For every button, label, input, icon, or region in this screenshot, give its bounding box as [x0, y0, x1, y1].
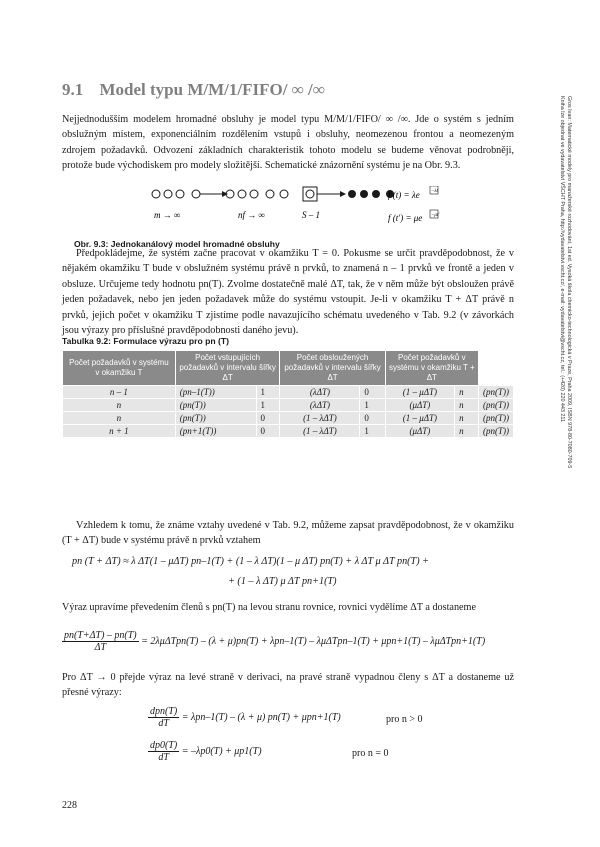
- table-cell: n: [455, 425, 479, 438]
- figure-caption: Obr. 9.3: Jednokanálový model hromadné obsluhy: [74, 239, 280, 249]
- table-cell: 0: [256, 425, 280, 438]
- queue-circle: [238, 190, 246, 198]
- table-cell: 1: [360, 399, 385, 412]
- equation-1-line-2: + (1 – λ ΔT) μ ΔT pn+1(T): [228, 576, 337, 587]
- queue-circle: [250, 190, 258, 198]
- table-header: Počet obsloužených požadavků v intervalu šířky ΔT: [280, 351, 385, 386]
- sidebar-line-1: Gros Ivan: Matematické modely pro manažerské rozhodování, 1st ed. Vysoká škola chemicko-technologická v Praze, Praha 2009, ISBN 978-80-7080-709-5: [566, 96, 572, 469]
- label-m: m → ∞: [154, 210, 181, 220]
- label-nf: nf → ∞: [238, 210, 265, 220]
- table-cell: (pn(T)): [478, 412, 513, 425]
- source-circle: [164, 190, 172, 198]
- source-circle: [176, 190, 184, 198]
- equation-4-denominator: dT: [158, 752, 169, 763]
- equation-4-fraction: [148, 740, 179, 763]
- table-row: [63, 412, 514, 425]
- table-cell: (1 – μΔT): [385, 412, 454, 425]
- label-s: S – 1: [302, 210, 320, 220]
- label-ft-exp: −λt: [431, 189, 438, 194]
- table-cell: n + 1: [63, 425, 176, 438]
- section-title: Model typu M/M/1/FIFO/ ∞ /∞: [99, 80, 325, 99]
- table-cell: (λΔT): [280, 399, 360, 412]
- paragraph-limit: Pro ΔT → 0 přejde výraz na levé straně v derivaci, na pravé straně vypadnou členy s ΔT a dostaneme už přesné výrazy:: [62, 672, 514, 699]
- equation-3-rhs: = λpn–1(T) – (λ + μ) pn(T) + μpn+1(T): [181, 711, 341, 723]
- table-caption: Tabulka 9.2: Formulace výrazu pro pn (T): [62, 336, 229, 346]
- served-circle: [372, 190, 380, 198]
- table-cell: (μΔT): [385, 425, 454, 438]
- table-header-row: [63, 351, 514, 386]
- copyright-sidebar: [559, 96, 592, 566]
- table-cell: 1: [256, 399, 280, 412]
- table-row: [63, 399, 514, 412]
- table-row: [63, 425, 514, 438]
- queue-diagram: [150, 186, 450, 230]
- table-cell: (1 – λΔT): [280, 412, 360, 425]
- table-cell: (μΔT): [385, 399, 454, 412]
- paragraph-relation: Vzhledem k tomu, že známe vztahy uvedené v Tab. 9.2, můžeme zapsat pravděpodobnost, že v okamžiku (T + ΔT) bude v systému právě n prvků vztahem: [62, 520, 514, 547]
- table-cell: 1: [360, 425, 385, 438]
- sidebar-line-2: Kniha lze objednat ve vydavatelství VŠCHT Praha, http://vydavatelstvi.vscht.cz/, e-mail: vydavatelstvi@vscht.cz, tel.: (+420) 220 443 211: [559, 96, 565, 423]
- table-cell: n: [63, 399, 176, 412]
- label-ft: f (t) = λe: [388, 190, 420, 200]
- table-cell: n: [455, 399, 479, 412]
- table-cell: n: [63, 412, 176, 425]
- equation-2-denominator: ΔT: [94, 642, 107, 653]
- equation-3-numerator: dpn(T): [150, 706, 178, 717]
- equation-4-numerator: dp0(T): [150, 740, 178, 751]
- formulation-table: [62, 350, 514, 438]
- table-header: Počet vstupujících požadavků v intervalu šířky ΔT: [175, 351, 280, 386]
- table-cell: 1: [256, 386, 280, 399]
- arrival-circle: [192, 190, 200, 198]
- equation-2-numerator: pn(T+ΔT) – pn(T): [64, 630, 137, 641]
- equation-3: [148, 706, 341, 729]
- table-cell: (pn(T)): [478, 399, 513, 412]
- table-cell: 0: [360, 386, 385, 399]
- section-number: 9.1: [62, 80, 84, 99]
- service-circle: [306, 190, 314, 198]
- table-header: Počet požadavků v systému v okamžiku T: [63, 351, 176, 386]
- source-circle: [152, 190, 160, 198]
- paragraph-rearrange: Výraz upravíme převedením členů s pn(T) na levou stranu rovnice, rovnici vydělíme ΔT a dostaneme: [62, 602, 477, 613]
- table-cell: 0: [360, 412, 385, 425]
- table-cell: (pn(T)): [175, 399, 256, 412]
- section-heading: [62, 80, 325, 100]
- table-cell: (pn–1(T)): [175, 386, 256, 399]
- table-row: [63, 386, 514, 399]
- table-header: Počet požadavků v systému v okamžiku T + ΔT: [385, 351, 478, 386]
- page-number: 228: [62, 800, 77, 811]
- equation-2-rhs: = 2λμΔTpn(T) – (λ + μ)pn(T) + λpn–1(T) – λμΔTpn–1(T) + μpn+1(T) – λμΔTpn+1(T): [141, 635, 486, 647]
- paragraph-assumption: Předpokládejme, že systém začne pracovat v okamžiku T = 0. Pokusme se určit pravděpodobnost, že v nějakém okamžiku T bude v obslužném systému právě n prvků, to znamená n – 1 prvků ve frontě a jeden v obsluze. Určujeme tedy hodnotu pn(T). Zvolme dostatečně malé ΔT, tak, že v něm může být obsloužen právě jeden požadavek, nebo jen jeden požadavek může do systému vstoupit. Je-li v okamžiku T + ΔT právě n prvků, jejich počet v okamžiku T zjistíme podle navazujícího schématu uvedeného v Tab. 9.2 (v závorkách jsou výrazy pro příslušné pravděpodobnosti daného jevu).: [62, 248, 514, 337]
- table-cell: (pn(T)): [175, 412, 256, 425]
- table-cell: n – 1: [63, 386, 176, 399]
- table-cell: (pn(T)): [478, 386, 513, 399]
- queue-circle: [266, 190, 274, 198]
- table-cell: (pn+1(T)): [175, 425, 256, 438]
- paragraph-intro: Nejjednodušším modelem hromadné obsluhy je model typu M/M/1/FIFO/ ∞ /∞. Jde o systém s jedním obslužným místem, exponenciálním rozdělením vstupů i obsluhy, neomezenou frontou a neomezeným zdrojem požadavků. Odvození základních charakteristik tohoto modelu se budeme věnovat podrobněji, protože bude východiskem pro modely složitější. Schematické znázornění systému je na Obr. 9.3.: [62, 114, 514, 172]
- served-circle: [360, 190, 368, 198]
- label-fts: f (t′) = μe: [388, 213, 423, 223]
- queue-circle: [280, 190, 288, 198]
- equation-2: [62, 630, 485, 653]
- label-fts-exp: −μt′: [431, 213, 440, 218]
- table-cell: (1 – λΔT): [280, 425, 360, 438]
- table-cell: n: [455, 412, 479, 425]
- table-cell: (pn(T)): [478, 425, 513, 438]
- table-cell: 0: [256, 412, 280, 425]
- table-cell: (1 – μΔT): [385, 386, 454, 399]
- table-cell: n: [455, 386, 479, 399]
- equation-4-condition: pro n = 0: [352, 748, 389, 759]
- equation-2-fraction: [62, 630, 139, 653]
- equation-4-rhs: = –λp0(T) + μp1(T): [181, 745, 262, 757]
- equation-3-condition: pro n > 0: [386, 714, 423, 725]
- served-circle: [348, 190, 356, 198]
- service-channel: [303, 187, 317, 201]
- queue-diagram-svg: [150, 186, 450, 230]
- equation-3-denominator: dT: [158, 718, 169, 729]
- equation-4: [148, 740, 262, 763]
- equation-1-line-1: pn (T + ΔT) ≈ λ ΔT(1 – μΔT) pn–1(T) + (1 – λ ΔT)(1 – μ ΔT) pn(T) + λ ΔT μ ΔT pn(T) +: [72, 556, 430, 567]
- equation-3-fraction: [148, 706, 179, 729]
- table-cell: (λΔT): [280, 386, 360, 399]
